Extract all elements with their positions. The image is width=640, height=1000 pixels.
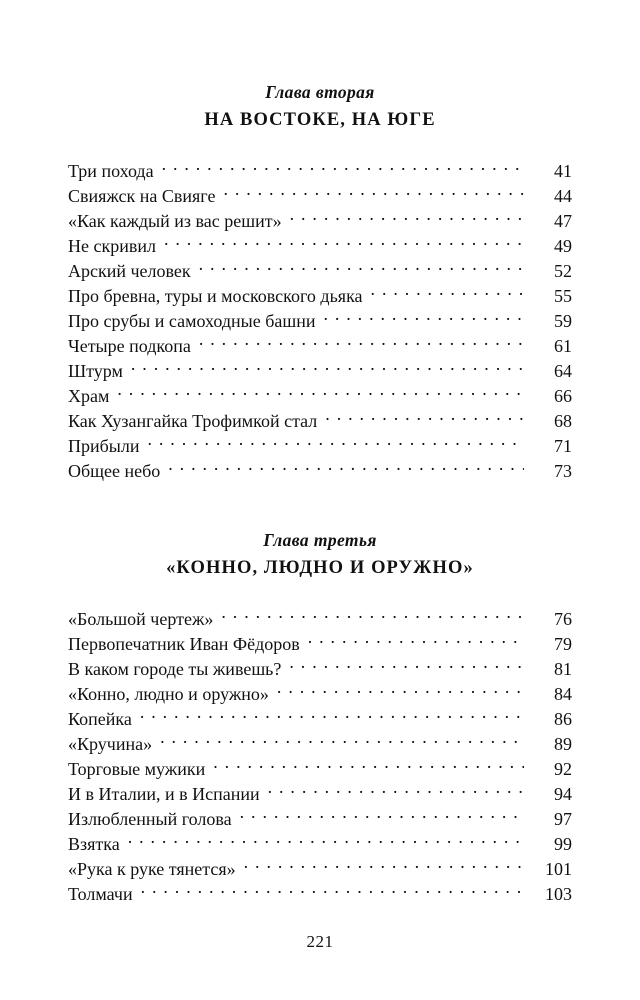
toc-leader-dots: [323, 309, 524, 327]
toc-entry-page: 71: [554, 436, 572, 457]
toc-entry-title: Арский человек: [68, 261, 191, 282]
toc-entry-page: 64: [554, 361, 572, 382]
toc-entry[interactable]: [68, 234, 572, 259]
toc-entry[interactable]: [68, 209, 572, 234]
chapter-label: Глава вторая: [265, 82, 375, 102]
toc-entry-page: 92: [554, 759, 572, 780]
toc-entry-title: Про бревна, туры и московского дьяка: [68, 286, 363, 307]
toc-leader-dots: [244, 857, 524, 875]
toc-entry[interactable]: [68, 284, 572, 309]
toc-entry-page: 86: [554, 709, 572, 730]
toc-entry-page: 68: [554, 411, 572, 432]
toc-entry[interactable]: [68, 857, 572, 882]
toc-entry-page: 103: [545, 884, 572, 905]
toc-leader-dots: [213, 757, 524, 775]
toc-leader-dots: [160, 732, 524, 750]
toc-entry[interactable]: [68, 757, 572, 782]
toc-entry-title: «Большой чертеж»: [68, 609, 214, 630]
toc-entry-page: 59: [554, 311, 572, 332]
toc-entry-title: «Рука к руке тянется»: [68, 859, 236, 880]
toc-leader-dots: [128, 832, 524, 850]
toc-entry-page: 73: [554, 461, 572, 482]
toc-entry-title: В каком городе ты живешь?: [68, 659, 282, 680]
toc-entry[interactable]: [68, 434, 572, 459]
toc-entry-title: Взятка: [68, 834, 120, 855]
chapter-heading-3: [68, 530, 572, 580]
toc-entry-title: Излюбленный голова: [68, 809, 232, 830]
toc-entry-title: Штурм: [68, 361, 123, 382]
toc-entry-title: Храм: [68, 386, 110, 407]
toc-entry[interactable]: [68, 657, 572, 682]
toc-entry-title: Про срубы и самоходные башни: [68, 311, 316, 332]
toc-leader-dots: [325, 409, 524, 427]
toc-entry-page: 79: [554, 634, 572, 655]
toc-leader-dots: [268, 782, 524, 800]
toc-entry[interactable]: [68, 632, 572, 657]
toc-entry[interactable]: [68, 682, 572, 707]
chapter-heading-2: [68, 82, 572, 132]
toc-entry-title: Четыре подкопа: [68, 336, 191, 357]
page-folio-number: 221: [306, 932, 334, 951]
toc-entry-page: 49: [554, 236, 572, 257]
toc-entry-page: 47: [554, 211, 572, 232]
chapter-title: «КОННО, ЛЮДНО И ОРУЖНО»: [166, 558, 474, 579]
toc-entry-page: 66: [554, 386, 572, 407]
toc-entry-page: 52: [554, 261, 572, 282]
toc-entry-title: Три похода: [68, 161, 154, 182]
toc-entry-page: 61: [554, 336, 572, 357]
toc-leader-dots: [371, 284, 524, 302]
toc-entry[interactable]: [68, 309, 572, 334]
toc-entry-title: Свияжск на Свияге: [68, 186, 216, 207]
toc-list-chapter-3: [68, 607, 572, 907]
toc-entry-page: 99: [554, 834, 572, 855]
toc-entry-title: Торговые мужики: [68, 759, 206, 780]
toc-leader-dots: [308, 632, 524, 650]
toc-entry[interactable]: [68, 732, 572, 757]
toc-entry-title: Копейка: [68, 709, 132, 730]
toc-entry[interactable]: [68, 459, 572, 484]
toc-entry-title: «Конно, людно и оружно»: [68, 684, 269, 705]
toc-entry-page: 41: [554, 161, 572, 182]
toc-entry[interactable]: [68, 159, 572, 184]
toc-entry[interactable]: [68, 882, 572, 907]
chapter-title: НА ВОСТОКЕ, НА ЮГЕ: [204, 110, 436, 130]
toc-entry-page: 81: [554, 659, 572, 680]
toc-leader-dots: [117, 384, 524, 402]
toc-entry[interactable]: [68, 184, 572, 209]
toc-leader-dots: [131, 359, 524, 377]
toc-leader-dots: [289, 657, 524, 675]
toc-entry-title: Прибыли: [68, 436, 140, 457]
toc-entry-title: Общее небо: [68, 461, 161, 482]
toc-entry-title: Как Хузангайка Трофимкой стал: [68, 411, 318, 432]
toc-leader-dots: [168, 459, 524, 477]
toc-entry-page: 76: [554, 609, 572, 630]
toc-entry[interactable]: [68, 384, 572, 409]
toc-entry-page: 84: [554, 684, 572, 705]
toc-leader-dots: [162, 159, 524, 177]
toc-entry[interactable]: [68, 409, 572, 434]
toc-content: [68, 0, 572, 907]
toc-entry-page: 44: [554, 186, 572, 207]
toc-entry-title: Не скривил: [68, 236, 156, 257]
toc-leader-dots: [140, 707, 524, 725]
toc-leader-dots: [290, 209, 524, 227]
toc-entry-title: «Кручина»: [68, 734, 153, 755]
toc-entry[interactable]: [68, 707, 572, 732]
toc-entry-page: 94: [554, 784, 572, 805]
chapter-label: Глава третья: [263, 530, 377, 551]
toc-entry-title: Толмачи: [68, 884, 133, 905]
toc-entry[interactable]: [68, 359, 572, 384]
toc-entry-title: Первопечатник Иван Фёдоров: [68, 634, 300, 655]
toc-leader-dots: [221, 607, 524, 625]
toc-entry-page: 101: [545, 859, 572, 880]
toc-entry[interactable]: [68, 259, 572, 284]
toc-entry[interactable]: [68, 782, 572, 807]
toc-entry[interactable]: [68, 807, 572, 832]
toc-leader-dots: [240, 807, 524, 825]
toc-entry[interactable]: [68, 607, 572, 632]
toc-leader-dots: [199, 334, 524, 352]
toc-leader-dots: [148, 434, 525, 452]
toc-leader-dots: [141, 882, 524, 900]
toc-entry[interactable]: [68, 832, 572, 857]
toc-entry-title: «Как каждый из вас решит»: [68, 211, 282, 232]
toc-leader-dots: [277, 682, 524, 700]
toc-entry-page: 55: [554, 286, 572, 307]
toc-leader-dots: [164, 234, 524, 252]
toc-entry[interactable]: [68, 334, 572, 359]
toc-entry-page: 97: [554, 809, 572, 830]
toc-list-chapter-2: [68, 159, 572, 484]
toc-leader-dots: [223, 184, 524, 202]
toc-entry-page: 89: [554, 734, 572, 755]
toc-leader-dots: [199, 259, 524, 277]
toc-entry-title: И в Италии, и в Испании: [68, 784, 260, 805]
